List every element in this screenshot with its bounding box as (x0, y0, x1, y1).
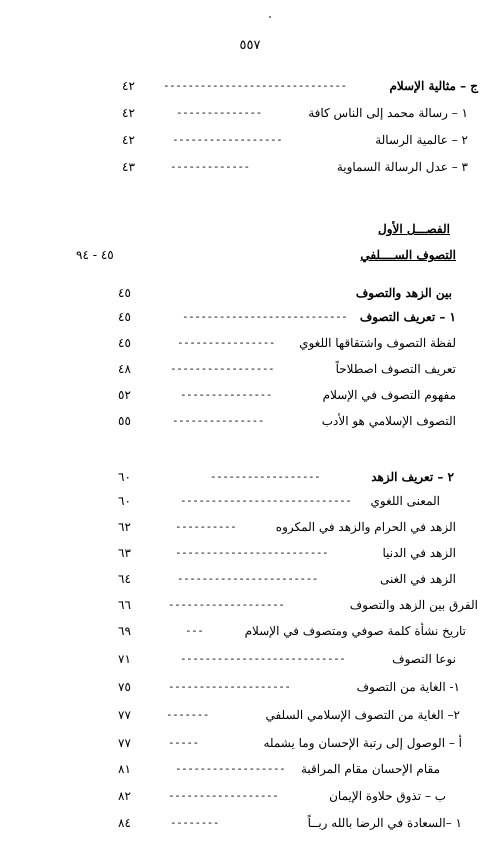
toc-page-number: ٥٢ (118, 388, 131, 402)
toc-page-number: ٤٥ (118, 286, 131, 300)
toc-title: مقام الإحسان مقام المراقبة (300, 762, 440, 776)
toc-leader: ----------------- (170, 362, 275, 375)
toc-page-number: ٧٧ (118, 736, 131, 750)
toc-page-number: ٧٧ (118, 708, 131, 722)
toc-title: بين الزهد والتصوف (355, 286, 452, 300)
toc-leader: ---------------- (177, 336, 275, 349)
toc-page-number: ٤٢ (122, 106, 135, 120)
toc-page-number: ٤٢ (122, 79, 135, 93)
toc-title: الزهد في الغنى (379, 572, 456, 586)
toc-leader: ------------------------- (175, 546, 329, 559)
toc-title: ١ – رسالة محمد إلى الناس كافة (308, 106, 468, 120)
toc-entry (0, 762, 500, 782)
toc-page-number: ٦٠ (118, 470, 131, 484)
toc-entry (0, 520, 500, 540)
toc-leader: --------------- (172, 414, 264, 427)
toc-leader: ---------------------------- (180, 494, 352, 507)
toc-page-number: ٦٠ (118, 494, 131, 508)
toc-page-number: ٨٤ (118, 816, 131, 830)
toc-leader: --- (185, 624, 204, 637)
toc-page-number: ٧١ (118, 652, 131, 666)
toc-entry (0, 598, 500, 618)
toc-leader: --------------------------- (182, 310, 348, 323)
toc-title: ب – تذوق حلاوة الإيمان (329, 789, 446, 803)
toc-title: التصوف الإسلامي هو الأدب (321, 414, 456, 428)
toc-entry (0, 133, 500, 153)
toc-leader: ---------- (175, 520, 237, 533)
toc-leader: -------------------- (168, 680, 291, 693)
toc-page-number: ٤٥ (118, 336, 131, 350)
toc-entry (0, 546, 500, 566)
toc-entry (0, 362, 500, 382)
toc-entry (0, 310, 500, 330)
toc-page-number: ٨١ (118, 762, 131, 776)
toc-entry (0, 708, 500, 728)
toc-page-number: ٤٥ (118, 310, 131, 324)
toc-entry (0, 736, 500, 756)
toc-page-number: ٨٢ (118, 789, 131, 803)
toc-page-number: ٤٢ (122, 133, 135, 147)
page-number: ٥٥٧ (239, 38, 261, 53)
toc-title: تاريخ نشأة كلمة صوفي ومتصوف في الإسلام (244, 624, 466, 638)
toc-page-number: ٦٢ (118, 520, 131, 534)
toc-title: أ – الوصول إلى رتبة الإحسان وما يشمله (263, 736, 462, 750)
toc-entry (0, 336, 500, 356)
toc-title: نوعا التصوف (392, 652, 456, 666)
toc-leader: ------------------ (175, 762, 286, 775)
toc-entry (0, 572, 500, 592)
toc-entry (0, 388, 500, 408)
toc-leader: -------------- (176, 106, 262, 119)
toc-entry (0, 789, 500, 809)
toc-leader: --------------- (180, 388, 272, 401)
toc-entry (0, 79, 500, 99)
toc-page-number: ٥٥ (118, 414, 131, 428)
toc-title: ٣ – عدل الرسالة السماوية (336, 160, 468, 174)
toc-page-number: ٦٤ (118, 572, 131, 586)
toc-title: ٢ – تعريف الزهد (371, 470, 454, 484)
toc-entry (0, 494, 500, 514)
toc-title: ١- الغاية من التصوف (356, 680, 460, 694)
toc-leader: ----------------------- (177, 572, 318, 585)
toc-leader: ------------------ (210, 470, 321, 483)
toc-leader: ------------------- (168, 598, 285, 611)
toc-page-number: ٦٣ (118, 546, 131, 560)
toc-title: ١ –السعادة في الرضا بالله ربــاً (307, 816, 462, 830)
chapter-title: التصوف الســــلفي (360, 248, 456, 262)
toc-title: مفهوم التصوف في الإسلام (322, 388, 456, 402)
toc-title: الفرق بين الزهد والتصوف (349, 598, 478, 612)
toc-page-number: ٦٦ (118, 598, 131, 612)
toc-title: المعنى اللغوي (370, 494, 440, 508)
toc-title: لفظة التصوف واشتقاقها اللغوي (299, 336, 456, 350)
toc-page-number: ٦٩ (118, 624, 131, 638)
toc-page-number: ٤٣ (122, 160, 135, 174)
chapter-heading (0, 222, 500, 242)
toc-entry (0, 414, 500, 434)
toc-title: تعريف التصوف اصطلاحاً (335, 362, 456, 376)
toc-entry (0, 680, 500, 700)
toc-title: الزهد في الحرام والزهد في المكروه (275, 520, 456, 534)
toc-entry (0, 624, 500, 644)
toc-entry (0, 248, 500, 268)
toc-entry (0, 286, 500, 306)
toc-leader: ------------------ (168, 789, 279, 802)
toc-title: ج – مثالية الإسلام (389, 79, 478, 93)
toc-entry (0, 816, 500, 836)
scan-speck (269, 16, 271, 18)
toc-entry (0, 160, 500, 180)
toc-leader: -------- (170, 816, 219, 829)
toc-title: ١ – تعريف التصوف (359, 310, 456, 324)
toc-entry (0, 106, 500, 126)
chapter-label: الفصـــل الأول (378, 222, 450, 236)
toc-leader: ------------------------------ (163, 79, 347, 92)
toc-leader: ------------- (170, 160, 250, 173)
toc-page-number: ٤٨ (118, 362, 131, 376)
toc-title: ٢ – عالمية الرسالة (375, 133, 468, 147)
toc-leader: ------- (166, 708, 209, 721)
toc-title: ٢– الغاية من التصوف الإسلامي السلفي (265, 708, 460, 722)
toc-leader: ----- (168, 736, 199, 749)
toc-page-number: ٧٥ (118, 680, 131, 694)
toc-leader: ------------------ (172, 133, 283, 146)
toc-entry (0, 652, 500, 672)
toc-leader: --------------------------- (180, 652, 346, 665)
toc-title: الزهد في الدنيا (382, 546, 456, 560)
toc-page-number: ٤٥ - ٩٤ (76, 248, 114, 262)
toc-entry (0, 470, 500, 490)
